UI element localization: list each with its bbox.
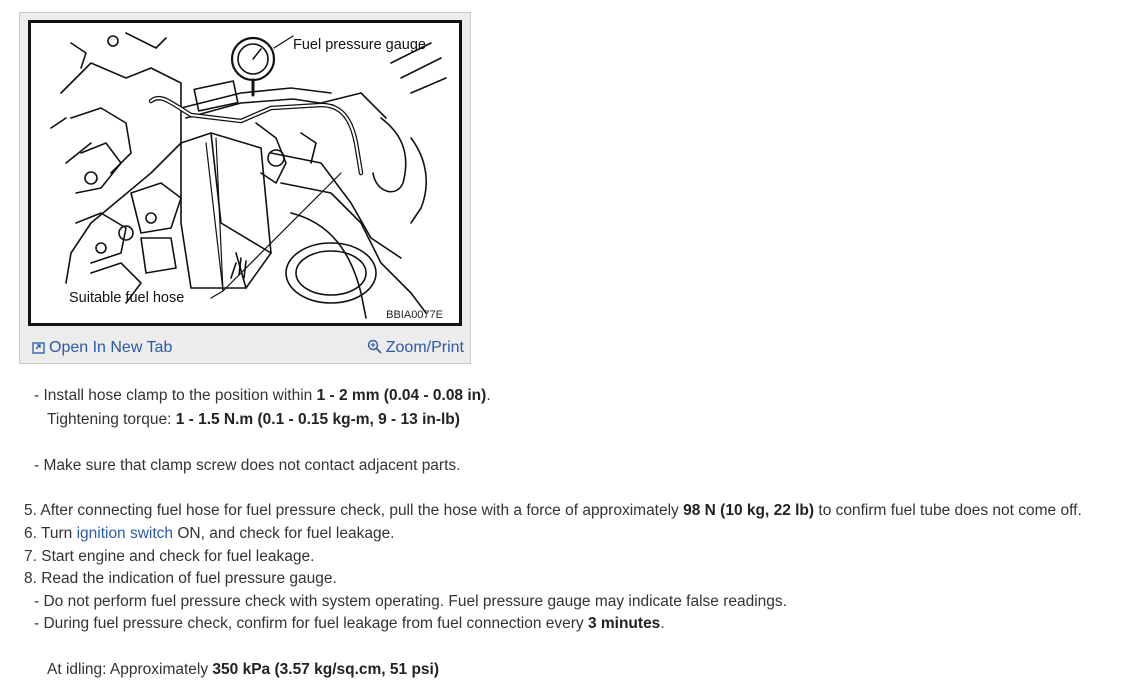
figure-code: BBIA0077E: [386, 309, 443, 321]
fuel-pressure-gauge-diagram: [28, 20, 462, 326]
open-new-tab-icon: [32, 341, 45, 359]
step-8-note-false-readings: - Do not perform fuel pressure check with system operating. Fuel pressure gauge may indicate false readings.: [34, 593, 787, 610]
step-5: 5. After connecting fuel hose for fuel pressure check, pull the hose with a force of approximately 98 N (10 kg, 22 lb) to confirm fuel tube does not come off.: [24, 502, 1082, 519]
open-in-new-tab-link[interactable]: [32, 339, 172, 359]
clamp-position-value: 1 - 2 mm (0.04 - 0.08 in): [316, 387, 487, 404]
note-clamp-screw: - Make sure that clamp screw does not contact adjacent parts.: [34, 457, 461, 474]
step-8: 8. Read the indication of fuel pressure gauge.: [24, 570, 337, 587]
pull-force-value: 98 N (10 kg, 22 lb): [683, 502, 815, 519]
engine-line-drawing: [31, 23, 459, 323]
figure-link-bar: [20, 333, 470, 363]
zoom-print-link[interactable]: [367, 339, 464, 359]
fuel-pressure-gauge-label: Fuel pressure gauge: [293, 37, 426, 53]
idling-pressure-value: 350 kPa (3.57 kg/sq.cm, 51 psi): [212, 661, 440, 678]
idling-pressure: At idling: Approximately 350 kPa (3.57 kg/sq.cm, 51 psi): [47, 661, 440, 678]
torque-value: 1 - 1.5 N.m (0.1 - 0.15 kg-m, 9 - 13 in-lb): [175, 411, 460, 428]
step-7: 7. Start engine and check for fuel leakage.: [24, 548, 315, 565]
ignition-switch-link[interactable]: ignition switch: [76, 525, 174, 542]
note-tightening-torque: Tightening torque: 1 - 1.5 N.m (0.1 - 0.15 kg-m, 9 - 13 in-lb): [47, 411, 460, 428]
open-in-new-tab-label: Open In New Tab: [49, 339, 173, 356]
magnifier-icon: [367, 339, 382, 359]
note-clamp-position: - Install hose clamp to the position within 1 - 2 mm (0.04 - 0.08 in).: [34, 387, 491, 404]
zoom-print-label: Zoom/Print: [385, 339, 464, 356]
step-6: 6. Turn ignition switch ON, and check for fuel leakage.: [24, 525, 395, 542]
check-interval-value: 3 minutes: [587, 615, 661, 632]
step-8-note-leak-check: - During fuel pressure check, confirm for fuel leakage from fuel connection every 3 minutes.: [34, 615, 665, 632]
figure-container: [19, 12, 471, 364]
suitable-fuel-hose-label: Suitable fuel hose: [69, 290, 185, 306]
